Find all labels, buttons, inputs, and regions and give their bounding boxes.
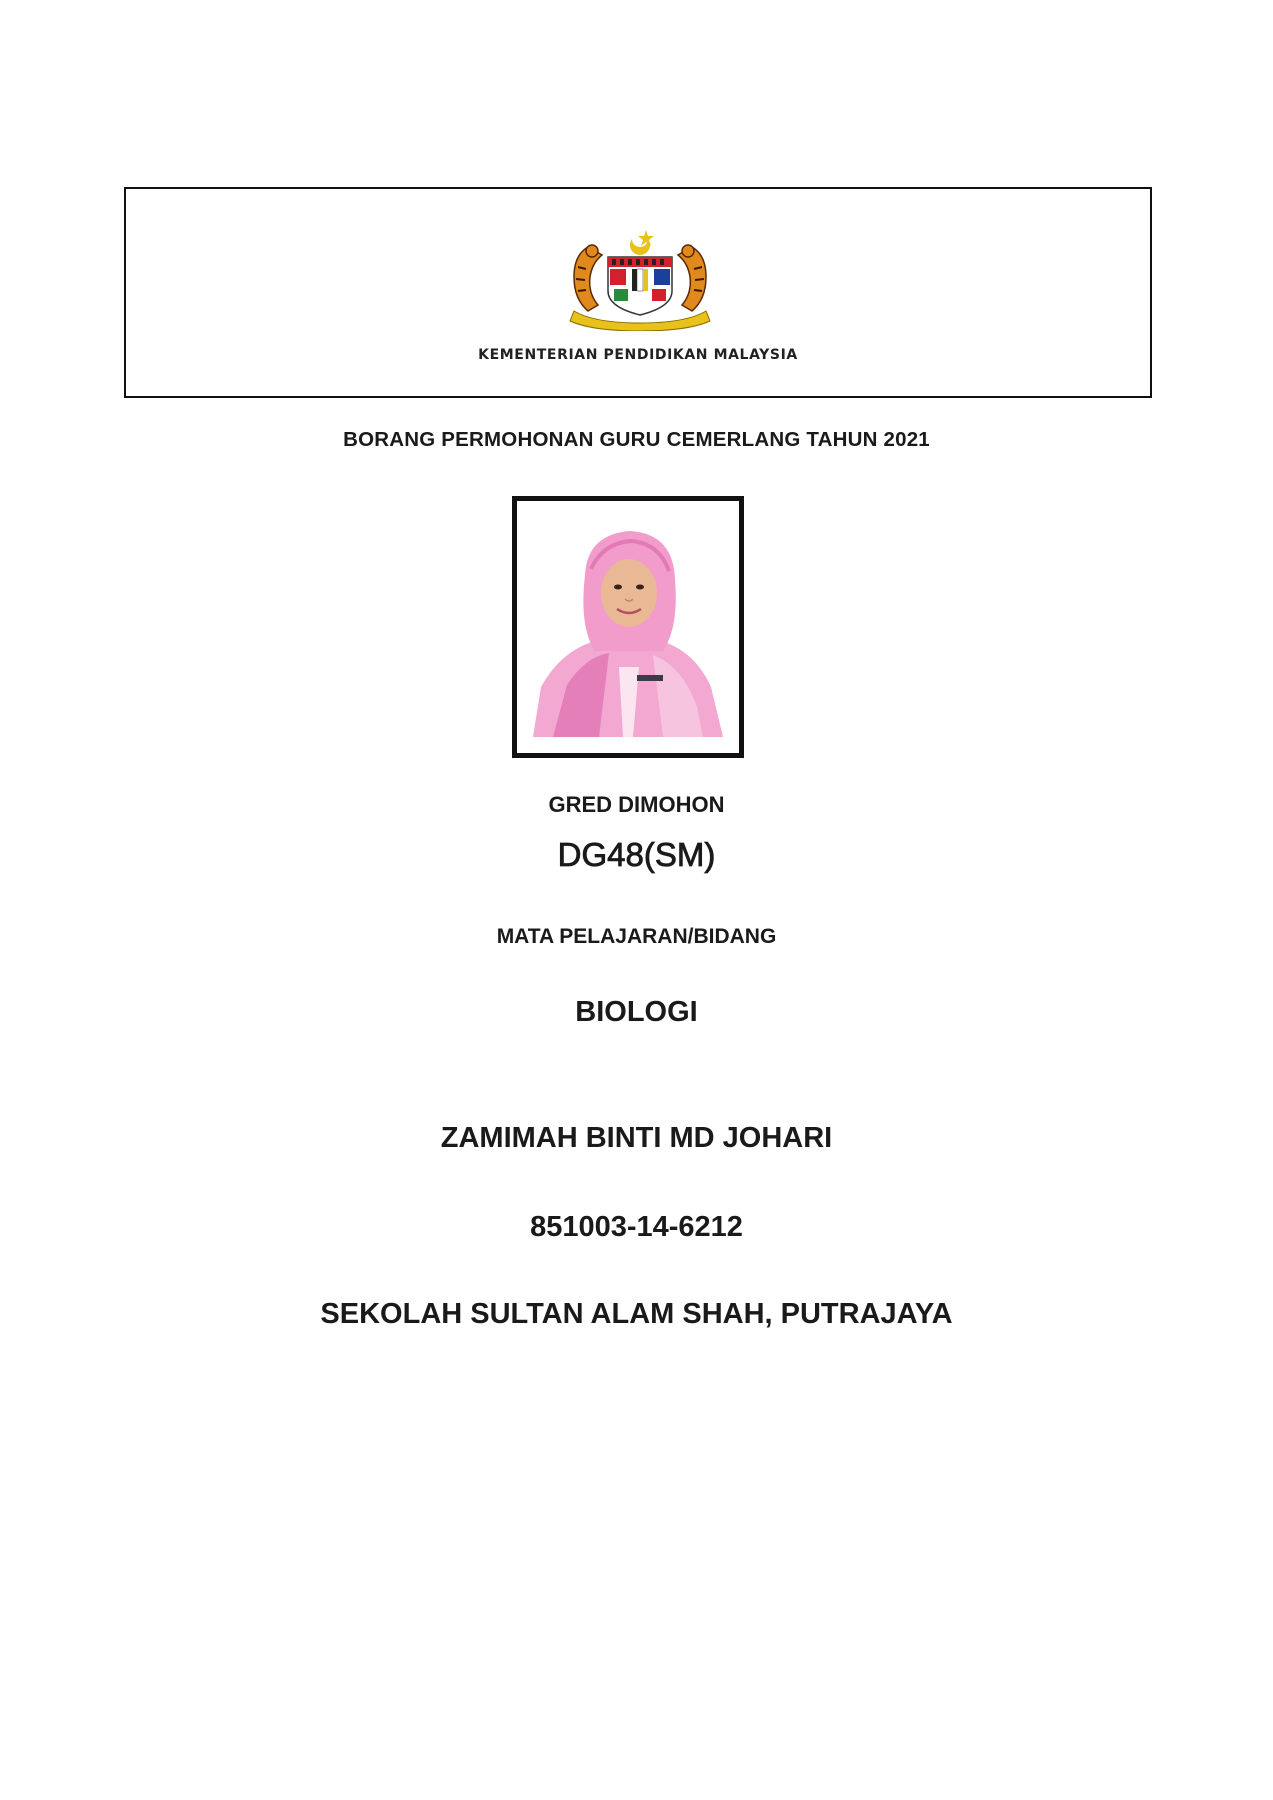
applicant-name: ZAMIMAH BINTI MD JOHARI [440, 1122, 833, 1154]
ministry-header [124, 187, 1152, 398]
subject-value: BIOLOGI [575, 996, 698, 1028]
subject-label: MATA PELAJARAN/BIDANG [496, 925, 777, 948]
grade-value: DG48(SM) [557, 836, 716, 873]
applicant-photo-frame [512, 496, 744, 758]
applicant-portrait-icon [533, 517, 723, 737]
applicant-school: SEKOLAH SULTAN ALAM SHAH, PUTRAJAYA [320, 1298, 953, 1330]
malaysia-coat-of-arms-icon [558, 227, 722, 331]
ministry-name: KEMENTERIAN PENDIDIKAN MALAYSIA [478, 347, 798, 363]
form-title: BORANG PERMOHONAN GURU CEMERLANG TAHUN 2021 [343, 428, 930, 451]
applicant-ic-number: 851003-14-6212 [530, 1211, 743, 1243]
grade-label: GRED DIMOHON [548, 792, 725, 817]
